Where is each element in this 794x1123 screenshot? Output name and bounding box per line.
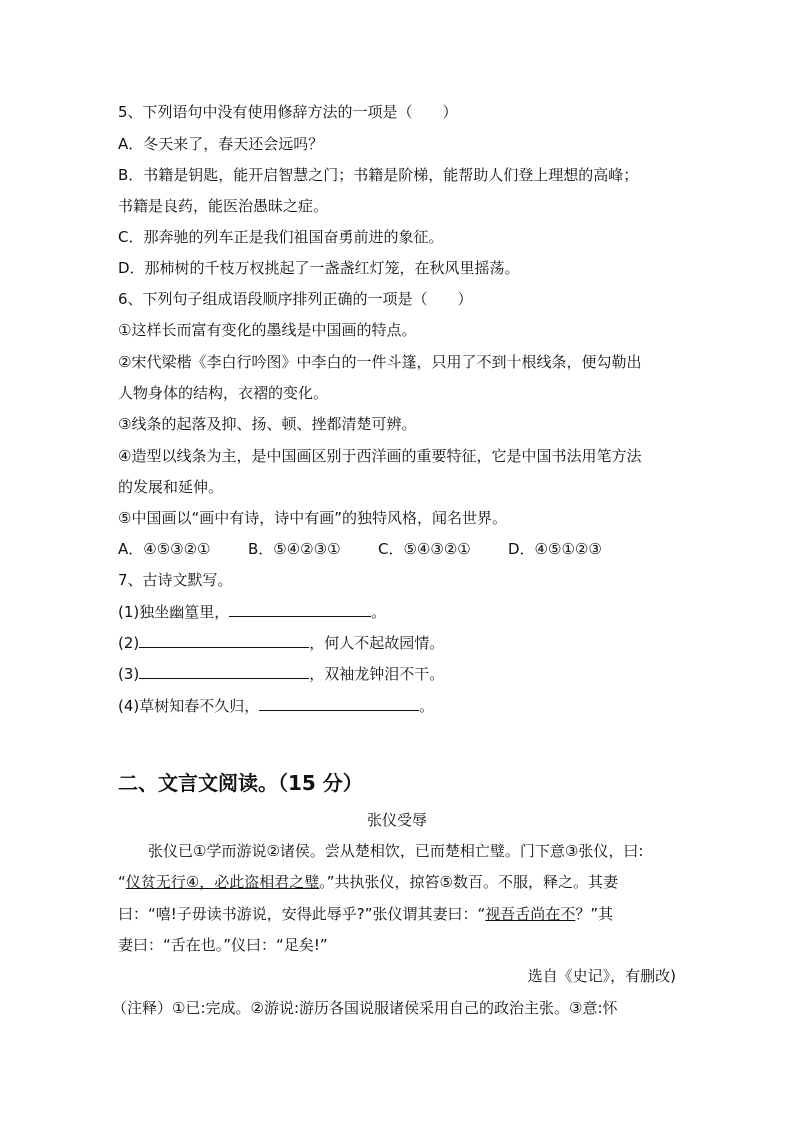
passage-line-2: [118, 872, 618, 892]
passage-line-1: 张仪已①学而游说②诸侯。尝从楚相饮，已而楚相亡璧。门下意③张仪，曰:: [148, 842, 644, 860]
passage-source: 选自《史记》，有删改): [527, 967, 676, 985]
q6-option-b: B．⑤④②③①: [248, 540, 341, 558]
q6-options: [118, 539, 602, 559]
passage-title: 张仪受辱: [366, 811, 427, 829]
passage-notes: （注释）①已:完成。②游说:游历各国说服诸侯采用自己的政治主张。③意:怀: [112, 999, 618, 1017]
q6-sentence-1: ①这样长而富有变化的墨线是中国画的特点。: [118, 321, 417, 339]
q7-line-4-text: (4)草树知春不久归，: [118, 697, 260, 715]
passage-line-4: 妻曰：“舌在也。”仪曰：“足矣!”: [118, 936, 328, 954]
q5-stem: 5、下列语句中没有使用修辞方法的一项是（ ）: [118, 103, 458, 121]
q6-sentence-4-line2: 的发展和延伸。: [118, 478, 224, 496]
q6-sentence-2-line2: 人物身体的结构，衣褶的变化。: [118, 384, 329, 402]
q7-line-3: [118, 664, 444, 684]
section-heading: 二、文言文阅读。（15 分）: [118, 771, 363, 795]
passage-quote-open: “: [118, 873, 126, 891]
passage-line-3-text: 曰：“嘻!子毋读书游说，安得此辱乎?”张仪谓其妻曰：“: [118, 905, 486, 923]
underlined-sentence-2: 视吾舌尚在不: [485, 905, 576, 923]
q5-option-b-line2: 书籍是良药，能医治愚昧之症。: [118, 197, 329, 215]
q6-option-d: D．④⑤①②③: [508, 540, 602, 558]
q6-sentence-3: ③线条的起落及抑、扬、顿、挫都清楚可辨。: [118, 415, 417, 433]
q7-line-3-text: ，双袖龙钟泪不干。: [309, 665, 445, 683]
passage-line-3-end: ？”其: [575, 905, 614, 923]
answer-blank-4[interactable]: [259, 696, 419, 711]
q7-line-4-end: 。: [419, 697, 435, 715]
passage-line-2-rest: 。”共执张仪，掠笞⑤数百。不服，释之。其妻: [319, 873, 618, 891]
q6-sentence-2-line1: ②宋代梁楷《李白行吟图》中李白的一件斗篷，只用了不到十根线条，便勾勒出: [118, 353, 642, 371]
q5-option-c: C．那奔驰的列车正是我们祖国奋勇前进的象征。: [118, 228, 444, 246]
q7-line-1-end: 。: [371, 603, 387, 621]
answer-blank-1[interactable]: [229, 602, 371, 617]
q6-sentence-4-line1: ④造型以线条为主，是中国画区别于西洋画的重要特征，它是中国书法用笔方法: [118, 447, 642, 465]
q5-option-a: A．冬天来了，春天还会远吗？: [118, 135, 324, 153]
q7-line-4: [118, 696, 434, 716]
q5-option-d: D．那柿树的千枝万杈挑起了一盏盏红灯笼，在秋风里摇荡。: [118, 259, 520, 277]
q7-stem: 7、古诗文默写。: [118, 571, 233, 589]
q6-option-a: A．④⑤③②①: [118, 540, 211, 558]
q5-option-b-line1: B．书籍是钥匙，能开启智慧之门；书籍是阶梯，能帮助人们登上理想的高峰；: [118, 166, 639, 184]
q7-line-2: [118, 633, 444, 653]
q7-line-1: [118, 602, 386, 622]
answer-blank-3[interactable]: [139, 664, 309, 679]
q6-stem: 6、下列句子组成语段顺序排列正确的一项是（ ）: [118, 290, 473, 308]
answer-blank-2[interactable]: [139, 633, 309, 648]
q7-line-1-text: (1)独坐幽篁里，: [118, 603, 230, 621]
q7-line-3-number: (3): [118, 665, 140, 683]
q6-option-c: C．⑤④③②①: [378, 540, 471, 558]
q6-sentence-5: ⑤中国画以“画中有诗，诗中有画”的独特风格，闻名世界。: [118, 509, 507, 527]
underlined-sentence-1: 仪贫无行④，必此盗相君之璧: [125, 873, 320, 891]
passage-line-3: [118, 904, 613, 924]
q7-line-2-text: ，何人不起故园情。: [309, 634, 445, 652]
q7-line-2-number: (2): [118, 634, 140, 652]
